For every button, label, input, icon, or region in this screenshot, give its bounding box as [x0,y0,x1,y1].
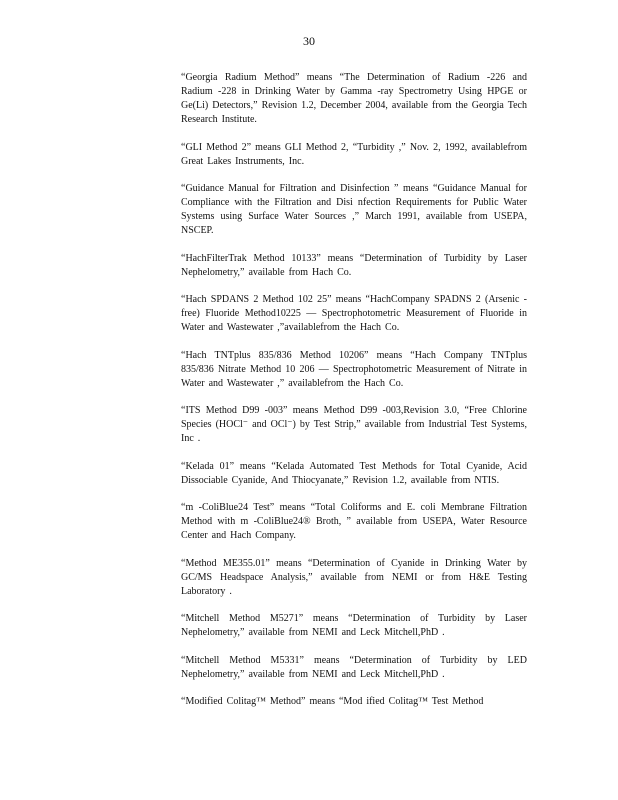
definition-entry: “GLI Method 2” means GLI Method 2, “Turbidity ,” Nov. 2, 1992, availablefrom Great Lakes Instruments, Inc. [181,141,527,167]
definition-entry: “Mitchell Method M5331” means “Determination of Turbidity by LED Nephelometry,” available from NEMI and Leck Mitchell,PhD . [181,654,527,680]
definition-entry: “Georgia Radium Method” means “The Determination of Radium -226 and Radium -228 in Drinking Water by Gamma -ray Spectrometry Using HPGE or Ge(Li) Detectors,” Revision 1.2, December 2004, available from the Georgia Tech Research Institute. [181,72,527,125]
definition-entry: “HachFilterTrak Method 10133” means “Determination of Turbidity by Laser Nephelometry,” available from Hach Co. [181,252,527,278]
definition-entry: “ITS Method D99 -003” means Method D99 -003,Revision 3.0, “Free Chlorine Species (HOCl⁻ and OCl⁻) by Test Strip,” available from Industrial Test Systems, Inc . [181,405,527,444]
definition-entry: “Kelada 01” means “Kelada Automated Test Methods for Total Cyanide, Acid Dissociable Cyanide, And Thiocyanate,” Revision 1.2, available from NTIS. [181,460,527,486]
definitions-list [181,71,527,723]
definition-entry: “Hach TNTplus 835/836 Method 10206” means “Hach Company TNTplus 835/836 Nitrate Method 10 206 — Spectrophotometric Measurement of Nitrate in Water and Wastewater ,” availablefrom the Hach Co. [181,349,527,389]
definition-entry: “m -ColiBlue24 Test” means “Total Coliforms and E. coli Membrane Filtration Method with m -ColiBlue24® Broth, ” available from USEPA, Water Resource Center and Hach Company. [181,502,527,541]
definition-entry: “Guidance Manual for Filtration and Disinfection ” means “Guidance Manual for Compliance with the Filtration and Disi nfection Requirements for Public Water Systems using Surface Water Sources ,” March 1991, available from USEPA, NSCEP. [181,183,527,236]
definition-entry: “Mitchell Method M5271” means “Determination of Turbidity by Laser Nephelometry,” available from NEMI and Leck Mitchell,PhD . [181,613,527,638]
page-number: 30 [303,34,315,48]
definition-entry: “Hach SPDANS 2 Method 102 25” means “HachCompany SPADNS 2 (Arsenic -free) Fluoride Method10225 — Spectrophotometric Measurement of Fluoride in Water and Wastewater ,”availablefrom the Hach Co. [181,294,527,333]
definition-entry: “Modified Colitag™ Method” means “Mod ified Colitag™ Test Method [181,696,484,707]
definition-entry: “Method ME355.01” means “Determination of Cyanide in Drinking Water by GC/MS Headspace Analysis,” available from NEMI or from H&E Testing Laboratory . [181,557,527,597]
